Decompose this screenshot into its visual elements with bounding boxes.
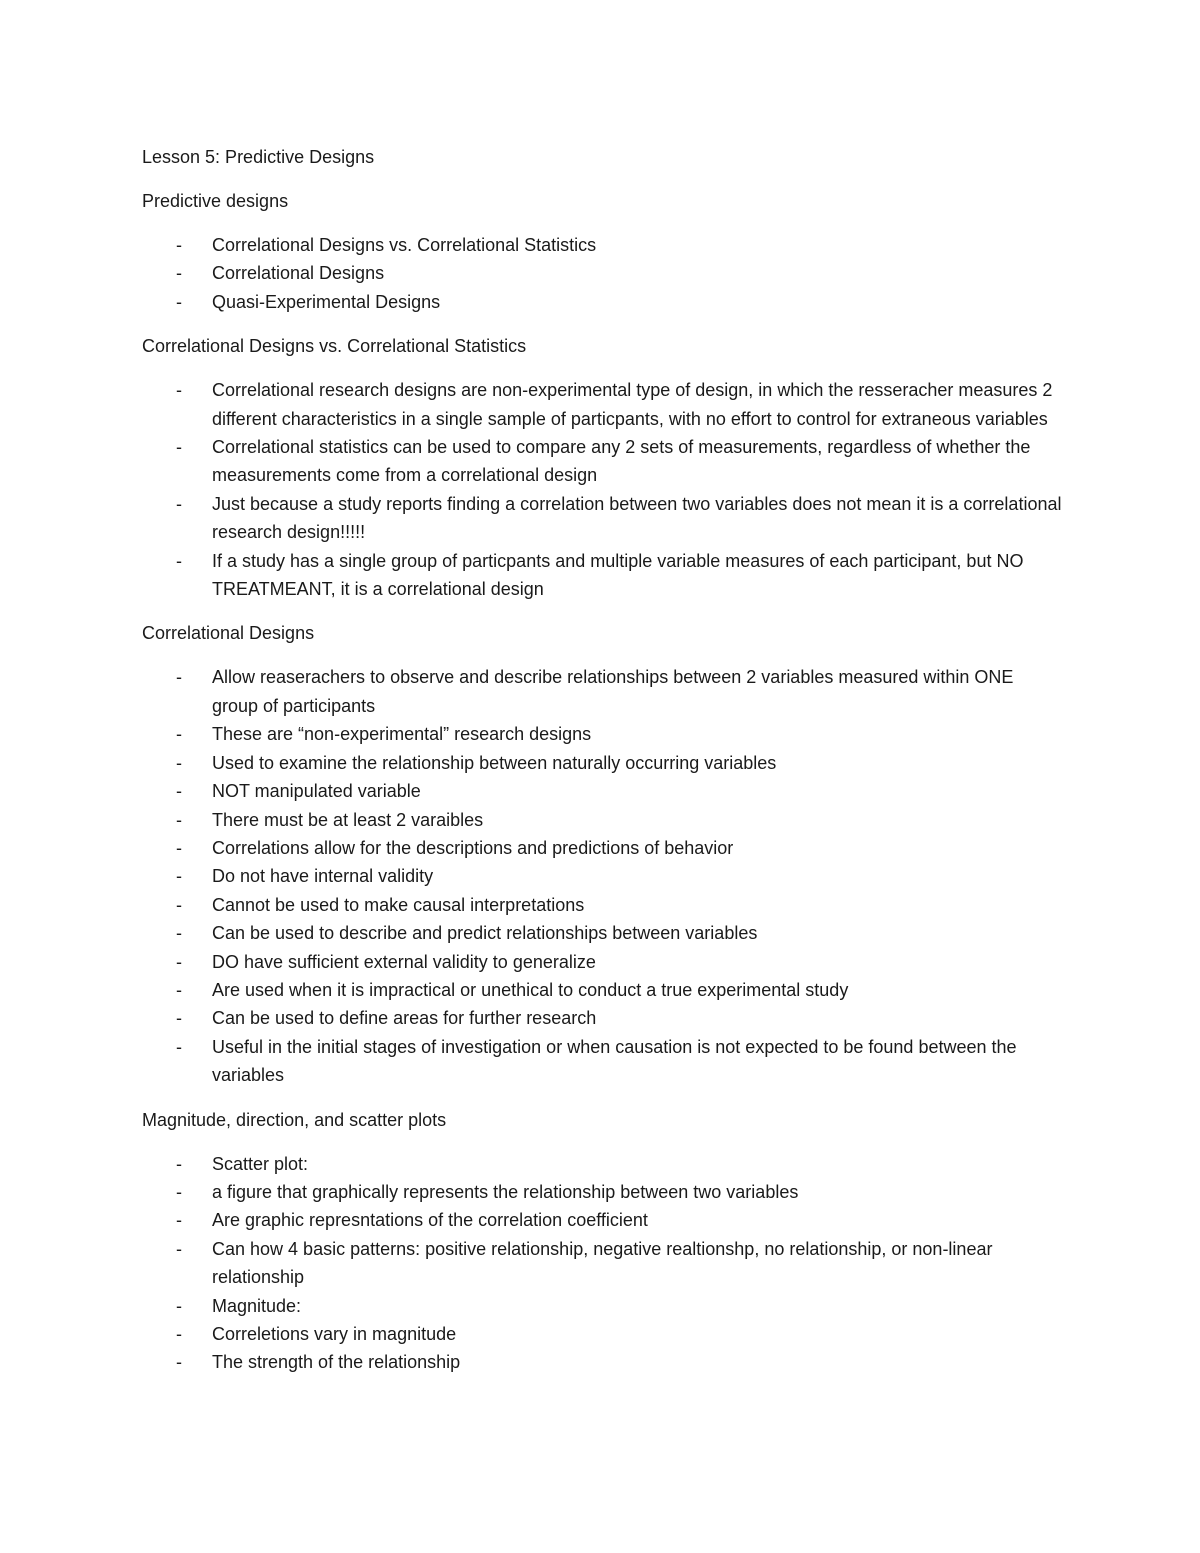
dash-bullet-marker: -: [176, 752, 182, 773]
dash-bullet-marker: -: [176, 1153, 182, 1174]
list-item-text: Can be used to define areas for further research: [212, 1008, 597, 1029]
dash-bullet-marker: -: [176, 951, 182, 972]
document-body: [142, 143, 1062, 1393]
list-item: [142, 720, 1062, 748]
bullet-list: [142, 663, 1062, 1089]
list-item-text: Correlational statistics can be used to compare any 2 sets of measurements, regardless of whether the measurements come from a correlational design: [212, 437, 1031, 486]
dash-bullet-marker: -: [176, 1036, 182, 1057]
dash-bullet-marker: -: [176, 437, 182, 458]
bullet-list: [142, 376, 1062, 603]
list-item: [142, 1150, 1062, 1178]
list-item: [142, 663, 1062, 720]
dash-bullet-marker: -: [176, 493, 182, 514]
list-item: [142, 862, 1062, 890]
list-item-text: Correlational research designs are non-experimental type of design, in which the resseracher measures 2 different characteristics in a single sample of particpants, with no effort to control for extraneous variables: [212, 380, 1053, 429]
list-item: [142, 777, 1062, 805]
list-item-text: Correlations allow for the descriptions and predictions of behavior: [212, 837, 734, 858]
dash-bullet-marker: -: [176, 235, 182, 255]
dash-bullet-marker: -: [176, 1210, 182, 1231]
list-item: [142, 976, 1062, 1004]
list-item: [142, 749, 1062, 777]
list-item: [142, 288, 1062, 316]
list-item: [142, 891, 1062, 919]
dash-bullet-marker: -: [176, 263, 182, 284]
list-item: [142, 834, 1062, 862]
document-title: Lesson 5: Predictive Designs: [142, 147, 375, 167]
dash-bullet-marker: -: [176, 1352, 182, 1373]
list-item-text: Used to examine the relationship between naturally occurring variables: [212, 752, 777, 773]
bullet-list: [142, 1150, 1062, 1377]
list-item-text: a figure that graphically represents the relationship between two variables: [212, 1181, 799, 1202]
list-item-text: Can how 4 basic patterns: positive relationship, negative realtionshp, no relationship, or non-linear relationship: [212, 1238, 993, 1288]
list-item-text: DO have sufficient external validity to generalize: [212, 951, 596, 972]
bullet-list: [142, 231, 1062, 316]
section-heading: Magnitude, direction, and scatter plots: [142, 1109, 447, 1130]
dash-bullet-marker: -: [176, 1295, 182, 1316]
list-item: [142, 231, 1062, 259]
list-item-text: Magnitude:: [212, 1295, 302, 1316]
list-item: [142, 1320, 1062, 1348]
list-item: [142, 376, 1062, 433]
dash-bullet-marker: -: [176, 894, 182, 915]
list-item-text: NOT manipulated variable: [212, 781, 421, 802]
list-item-text: Do not have internal validity: [212, 866, 434, 887]
list-item: [142, 1033, 1062, 1090]
list-item-text: Correlational Designs: [212, 263, 385, 284]
list-item: [142, 1292, 1062, 1320]
list-item-text: Scatter plot:: [212, 1153, 309, 1174]
list-item-text: There must be at least 2 varaibles: [212, 809, 484, 830]
list-item-text: Correletions vary in magnitude: [212, 1324, 457, 1344]
section-heading: Correlational Designs vs. Correlational Statistics: [142, 336, 527, 357]
list-item: [142, 490, 1062, 547]
dash-bullet-marker: -: [176, 1324, 182, 1344]
sections-container: [142, 187, 1062, 1377]
list-item-text: These are “non-experimental” research designs: [212, 724, 592, 745]
dash-bullet-marker: -: [176, 809, 182, 830]
list-item: [142, 259, 1062, 287]
section-heading: Correlational Designs: [142, 623, 315, 644]
list-item: [142, 547, 1062, 604]
list-item-text: Can be used to describe and predict relationships between variables: [212, 923, 758, 944]
list-item: [142, 919, 1062, 947]
list-item-text: Just because a study reports finding a correlation between two variables does not mean it is a correlational research design!!!!!: [212, 493, 1062, 543]
list-item-text: Are graphic represntations of the correlation coefficient: [212, 1210, 648, 1231]
section-heading: Predictive designs: [142, 191, 289, 211]
list-item-text: Allow reaserachers to observe and describe relationships between 2 variables measured within ONE group of participants: [212, 667, 1014, 716]
dash-bullet-marker: -: [176, 781, 182, 802]
list-item: [142, 433, 1062, 490]
dash-bullet-marker: -: [176, 667, 182, 688]
dash-bullet-marker: -: [176, 1238, 182, 1259]
dash-bullet-marker: -: [176, 866, 182, 887]
list-item-text: If a study has a single group of particpants and multiple variable measures of each participant, but NO TREATMEANT, it is a correlational design: [212, 550, 1024, 600]
dash-bullet-marker: -: [176, 1181, 182, 1202]
list-item: [142, 1206, 1062, 1234]
list-item-text: The strength of the relationship: [212, 1352, 461, 1373]
list-item: [142, 1348, 1062, 1376]
list-item-text: Cannot be used to make causal interpretations: [212, 894, 585, 915]
list-item: [142, 1235, 1062, 1292]
list-item-text: Correlational Designs vs. Correlational Statistics: [212, 235, 597, 255]
list-item-text: Quasi-Experimental Designs: [212, 291, 441, 312]
dash-bullet-marker: -: [176, 380, 182, 401]
list-item: [142, 1004, 1062, 1032]
dash-bullet-marker: -: [176, 1008, 182, 1029]
list-item-text: Are used when it is impractical or unethical to conduct a true experimental study: [212, 979, 849, 1000]
dash-bullet-marker: -: [176, 724, 182, 745]
list-item: [142, 948, 1062, 976]
list-item-text: Useful in the initial stages of investigation or when causation is not expected to be found between the variables: [212, 1036, 1017, 1086]
dash-bullet-marker: -: [176, 979, 182, 1000]
dash-bullet-marker: -: [176, 550, 182, 571]
dash-bullet-marker: -: [176, 923, 182, 944]
list-item: [142, 1178, 1062, 1206]
dash-bullet-marker: -: [176, 291, 182, 312]
list-item: [142, 806, 1062, 834]
dash-bullet-marker: -: [176, 837, 182, 858]
